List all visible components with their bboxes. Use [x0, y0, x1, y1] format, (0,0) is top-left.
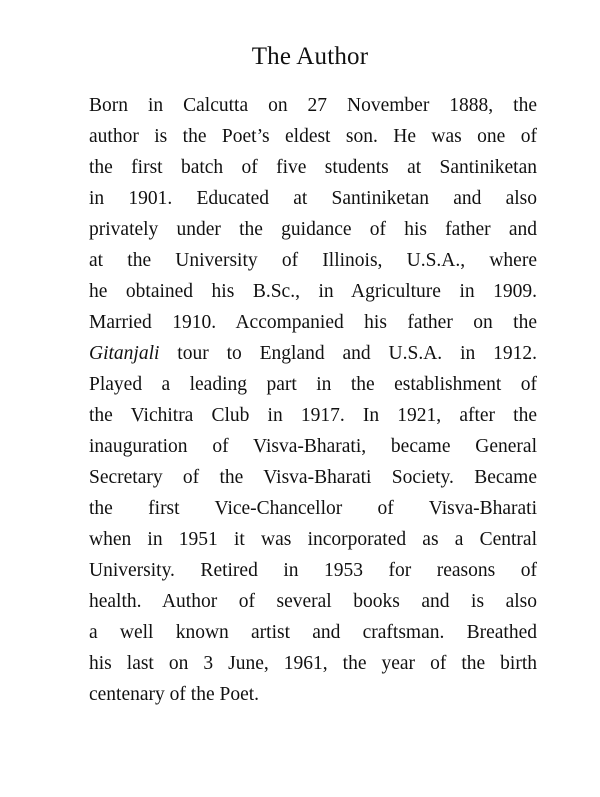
text-line-19: his last on 3 June, 1961, the year of the birth — [89, 653, 537, 674]
text-line-14: the first Vice-Chancellor of Visva-Bharati — [89, 498, 537, 519]
text-line-9 — [89, 338, 537, 369]
text-line-3: the first batch of five students at Santiniketan — [89, 157, 537, 178]
text-line-9-rest: tour to England and U.S.A. in 1912. — [159, 343, 537, 364]
text-line-11: the Vichitra Club in 1917. In 1921, after the — [89, 405, 537, 426]
text-line-16: University. Retired in 1953 for reasons of — [89, 560, 537, 581]
text-line-13: Secretary of the Visva-Bharati Society. Became — [89, 467, 537, 488]
text-line-20: centenary of the Poet. — [89, 684, 260, 705]
text-line-5: privately under the guidance of his father and — [89, 219, 537, 240]
text-line-6: at the University of Illinois, U.S.A., where — [89, 250, 537, 271]
text-line-8: Married 1910. Accompanied his father on the — [89, 312, 537, 333]
text-line-17: health. Author of several books and is also — [89, 591, 537, 612]
text-line-7: he obtained his B.Sc., in Agriculture in 1909. — [89, 281, 537, 302]
author-biography — [89, 90, 537, 710]
text-line-1: Born in Calcutta on 27 November 1888, the — [89, 95, 537, 116]
text-line-2: author is the Poet’s eldest son. He was one of — [89, 126, 537, 147]
text-line-18: a well known artist and craftsman. Breathed — [89, 622, 537, 643]
page-title: The Author — [251, 43, 369, 70]
text-line-4: in 1901. Educated at Santiniketan and also — [89, 188, 537, 209]
gitanjali-title-italic: Gitanjali — [89, 343, 160, 364]
text-line-10: Played a leading part in the establishment of — [89, 374, 537, 395]
text-line-15: when in 1951 it was incorporated as a Central — [89, 529, 537, 550]
text-line-12: inauguration of Visva-Bharati, became General — [89, 436, 537, 457]
